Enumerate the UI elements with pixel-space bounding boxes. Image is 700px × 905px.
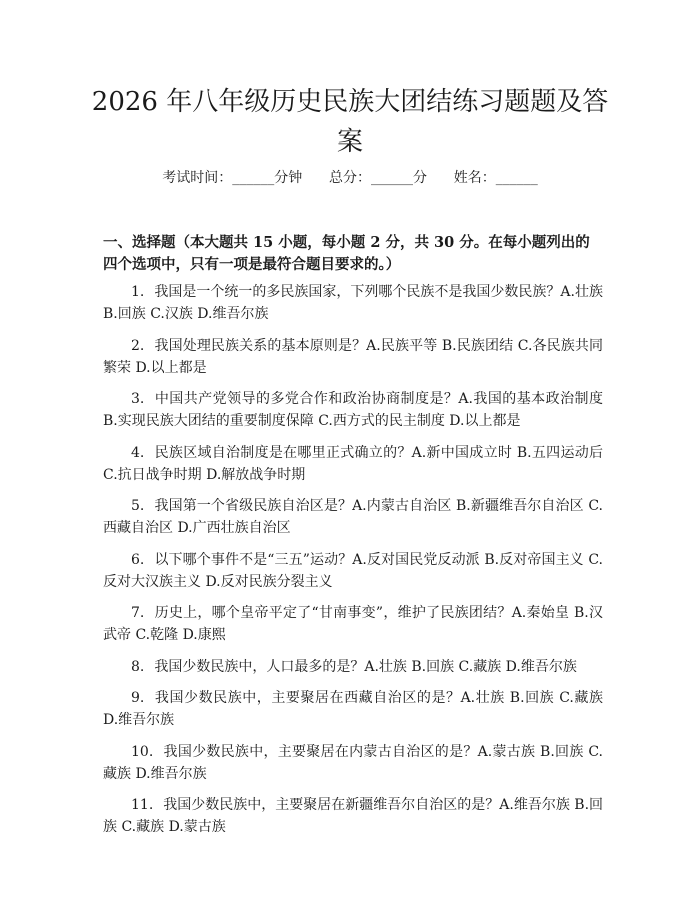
question-item [103, 281, 603, 325]
question-item [103, 794, 603, 838]
question-text: 以下哪个事件不是“三五”运动？A.反对国民党反动派 B.反对帝国主义 C.反对大汉族主义 D.反对民族分裂主义 [103, 551, 603, 590]
question-item [103, 741, 603, 785]
question-number: 1. [131, 284, 145, 300]
question-number: 9. [131, 690, 145, 706]
exam-meta-line: 考试时间：______分钟 总分：______分 姓名：______ [162, 170, 538, 186]
question-item [103, 388, 603, 432]
question-number: 6. [131, 551, 145, 568]
question-item [103, 687, 603, 731]
question-number: 3. [131, 391, 145, 407]
question-text: 民族区域自治制度是在哪里正式确立的？A.新中国成立时 B.五四运动后 C.抗日战争时期 D.解放战争时期 [103, 444, 603, 483]
question-item [103, 495, 603, 539]
question-number: 11. [131, 797, 154, 813]
question-item [103, 442, 603, 486]
question-item [103, 602, 603, 646]
question-text: 我国是一个统一的多民族国家，下列哪个民族不是我国少数民族？A.壮族 B.回族 C.汉族 D.维吾尔族 [103, 284, 603, 322]
question-text: 我国少数民族中，主要聚居在新疆维吾尔自治区的是？A.维吾尔族 B.回族 C.藏族 D.蒙古族 [103, 797, 604, 835]
question-item [103, 335, 603, 379]
section-heading: 一、选择题（本大题共 15 小题，每小题 2 分，共 30 分。在每小题列出的四个选项中，只有一项是最符合题目要求的。） [103, 234, 590, 273]
question-text: 我国第一个省级民族自治区是？A.内蒙古自治区 B.新疆维吾尔自治区 C.西藏自治区 D.广西壮族自治区 [103, 498, 603, 536]
question-number: 10. [131, 743, 154, 760]
question-number: 4. [131, 444, 145, 461]
question-text: 历史上，哪个皇帝平定了“甘南事变”，维护了民族团结？A.秦始皇 B.汉武帝 C.乾隆 D.康熙 [103, 605, 603, 643]
question-number: 5. [131, 498, 145, 514]
question-list [103, 281, 603, 848]
question-item [103, 549, 603, 593]
question-text: 我国处理民族关系的基本原则是？A.民族平等 B.民族团结 C.各民族共同繁荣 D.以上都是 [103, 337, 603, 376]
question-number: 7. [131, 605, 145, 621]
question-text: 我国少数民族中，主要聚居在内蒙古自治区的是？A.蒙古族 B.回族 C.藏族 D.维吾尔族 [103, 743, 603, 782]
question-number: 2. [131, 337, 145, 354]
question-text: 我国少数民族中，人口最多的是？A.壮族 B.回族 C.藏族 D.维吾尔族 [154, 658, 577, 675]
question-text: 我国少数民族中，主要聚居在西藏自治区的是？A.壮族 B.回族 C.藏族 D.维吾尔族 [103, 690, 603, 728]
question-item [103, 656, 603, 678]
question-text: 中国共产党领导的多党合作和政治协商制度是？A.我国的基本政治制度 B.实现民族大团结的重要制度保障 C.西方式的民主制度 D.以上都是 [103, 391, 603, 429]
question-number: 8. [131, 658, 145, 675]
document-title: 2026 年八年级历史民族大团结练习题题及答案 [91, 87, 609, 157]
